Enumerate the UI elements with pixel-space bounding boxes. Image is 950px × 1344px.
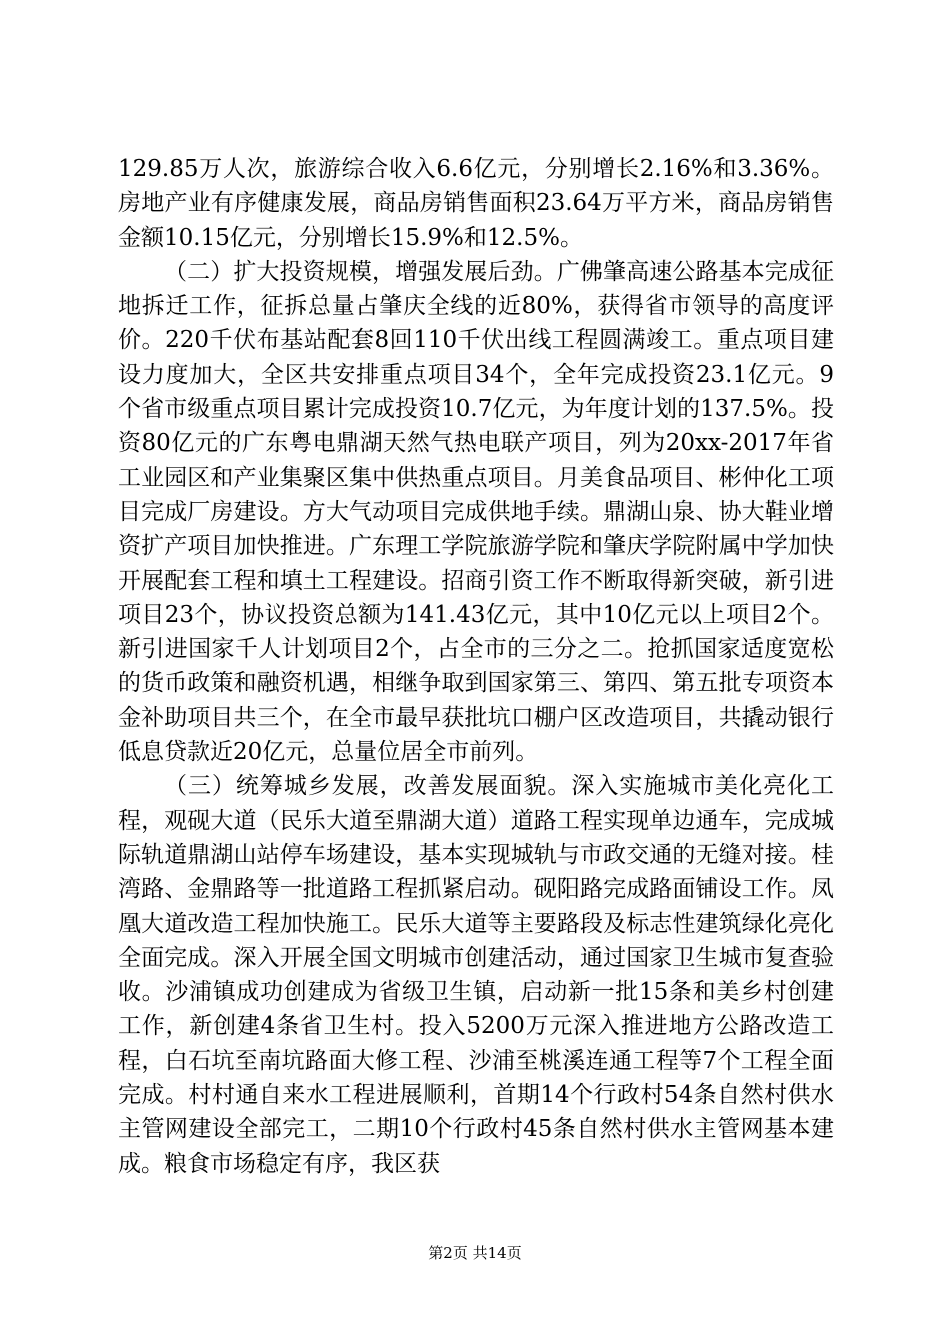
paragraph-1: 129.85万人次，旅游综合收入6.6亿元，分别增长2.16%和3.36%。房地产业有序健康发展，商品房销售面积23.64万平方米，商品房销售金额10.15亿元，分别增长15.9%和12.5%。 xyxy=(118,156,834,251)
document-body xyxy=(118,152,834,1181)
paragraph-2: （二）扩大投资规模，增强发展后劲。广佛肇高速公路基本完成征地拆迁工作，征拆总量占肇庆全线的近80%，获得省市领导的高度评价。220千伏布基站配套8回110千伏出线工程圆满竣工。重点项目建设力度加大，全区共安排重点项目34个，全年完成投资23.1亿元。9个省市级重点项目累计完成投资10.7亿元，为年度计划的137.5%。投资80亿元的广东粤电鼎湖天然气热电联产项目，列为20xx-2017年省工业园区和产业集聚区集中供热重点项目。月美食品项目、彬仲化工项目完成厂房建设。方大气动项目完成供地手续。鼎湖山泉、协大鞋业增资扩产项目加快推进。广东理工学院旅游学院和肇庆学院附属中学加快开展配套工程和填土工程建设。招商引资工作不断取得新突破，新引进项目23个，协议投资总额为141.43亿元，其中10亿元以上项目2个。新引进国家千人计划项目2个，占全市的三分之二。抢抓国家适度宽松的货币政策和融资机遇，相继争取到国家第三、第四、第五批专项资本金补助项目共三个，在全市最早获批坑口棚户区改造项目，共撬动银行低息贷款近20亿元，总量位居全市前列。 xyxy=(118,258,834,766)
paragraph-3: （三）统筹城乡发展，改善发展面貌。深入实施城市美化亮化工程，观砚大道（民乐大道至鼎湖大道）道路工程实现单边通车，完成城际轨道鼎湖山站停车场建设，基本实现城轨与市政交通的无缝对接。桂湾路、金鼎路等一批道路工程抓紧启动。砚阳路完成路面铺设工作。凤凰大道改造工程加快施工。民乐大道等主要路段及标志性建筑绿化亮化全面完成。深入开展全国文明城市创建活动，通过国家卫生城市复查验收。沙浦镇成功创建成为省级卫生镇，启动新一批15条和美乡村创建工作，新创建4条省卫生村。投入5200万元深入推进地方公路改造工程，白石坑至南坑路面大修工程、沙浦至桃溪连通工程等7个工程全面完成。村村通自来水工程进展顺利，首期14个行政村54条自然村供水主管网建设全部完工，二期10个行政村45条自然村供水主管网基本建成。粮食市场稳定有序，我区获 xyxy=(118,773,834,1177)
page-number-footer: 第2页 共14页 xyxy=(428,1244,522,1262)
